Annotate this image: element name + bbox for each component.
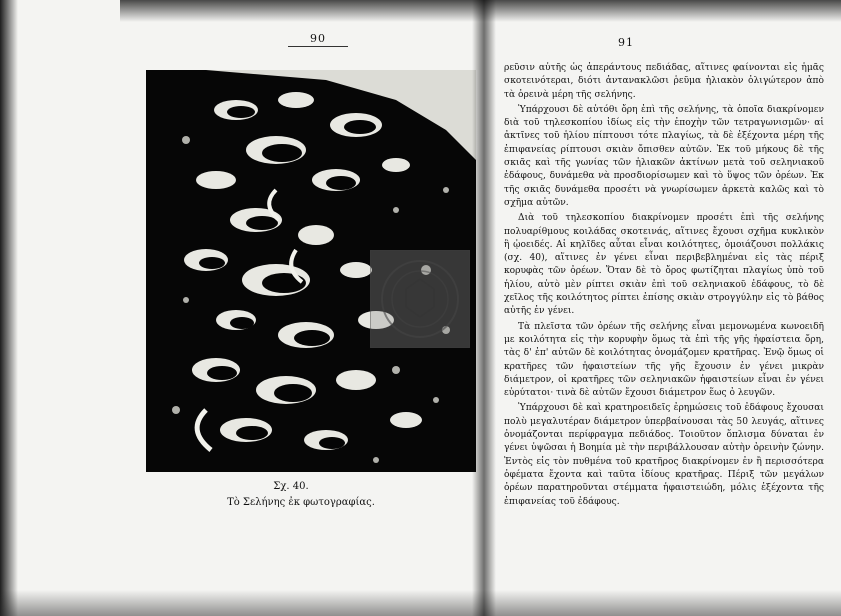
stamp-emblem-icon: [371, 251, 469, 347]
scan-edge-shadow-left: [0, 0, 18, 616]
paragraph: Ὑπάρχουσι δὲ καὶ κρατηροειδεῖς ἐρημώσεις τοῦ ἐδάφους ἔχουσαι πολὺ μεγαλυτέραν διάμετρον ὑπερβαίνουσαι τὰς 50 λευγάς, αἵτινες ὀνομάζονται περίφραγμα πεδιάδος. Τοιοῦτον ὅπλισμα δύναται ἐν γένει ὑψῶσαι ἡ Βοημία μὲ τὴν περιβάλλουσαν αὐτὴν ὀρεινὴν ζώνην. Ἐντὸς εἰς τὸν πυθμένα τοῦ κρατῆρος διακρίνομεν ἐν ἢ περισσότερα ὀφέματα ἔχοντα καὶ ταῦτα ἰδίους κρατῆρας. Πέριξ τῶν μεγάλων ὀρέων παρατηροῦνται στέμματα ἡφαιστειώδη, μόλις ἐξέχοντα τῆς ἐπιφανείας τοῦ ἐδάφους.: [504, 403, 824, 507]
paragraph: Ὑπάρχουσι δὲ αὐτόθι ὄρη ἐπὶ τῆς σελήνης, τὰ ὁποῖα διακρίνομεν διὰ τοῦ τηλεσκοπίου ἰδίως εἰς τὴν ἐποχὴν τῶν τετραγωνισμῶν· αἱ ἀκτῖνες τοῦ ἡλίου πίπτουσι τότε πλαγίως, τὰ δὲ ἐξέχοντα μέρη τῆς ἐπιφανείας ρίπτουσι σκιὰν ὄπισθεν αὐτῶν. Ἐκ τοῦ μήκους δὲ τῆς σκιᾶς καὶ τῆς γωνίας τῶν ἡλιακῶν ἀκτίνων μετὰ τοῦ σεληνιακοῦ ἐδάφους, δυνάμεθα νὰ προσδιορίσωμεν καὶ τὸ ὕψος τῶν ὀρέων. Ἐκ τῆς σκιᾶς δυνάμεθα προσέτι νὰ γνωρίσωμεν ἀρκετὰ καλῶς καὶ τὸ σχῆμα αὐτῶν.: [504, 104, 824, 208]
book-gutter: [472, 0, 496, 616]
page-number-right: 91: [618, 36, 634, 49]
figure-number: Σχ. 40.: [273, 481, 309, 492]
library-stamp: [370, 250, 470, 348]
page-number-rule: [288, 46, 348, 47]
paragraph: Τὰ πλεῖστα τῶν ὀρέων τῆς σελήνης εἶναι μεμονωμένα κωνοειδῆ με κοιλότητα εἰς τὴν κορυφὴν ὅμως τὰ ἐπὶ τῆς γῆς ἡφαίστεια ὄρη, τὰς δ' ἐπ' αὐτῶν δὲ κοιλότητας ὀνομάζομεν κρατῆρας. Ἐνῷ ὅμως οἱ κρατῆρες τῶν ἡφαιστείων τῆς γῆς ἔχουσιν ἐν γένει μικρὰν διάμετρον, οἱ κρατῆρες τῶν σεληνιακῶν ἡφαιστείων εἶναι ἐν γένει εὐρύτατοι· τινὰ δὲ αὐτῶν ἔχουσι διάμετρον ἕως ὀ λευγῶν.: [504, 321, 824, 399]
page-number-left: 90: [310, 32, 326, 45]
figure-caption: Τὸ Σελήνης ἐκ φωτογραφίας.: [227, 497, 375, 508]
paragraph: ρεῦσιν αὐτῆς ὡς ἀπεράντους πεδιάδας, αἵτινες φαίνονται εἰς ἡμᾶς σκοτεινότεραι, διότι ἀντανακλῶσι ῥεῦμα ἡλιακὸν ὀλιγώτερον ἀπὸ τὰ ὀρεινὰ μέρη τῆς σελήνης.: [504, 63, 824, 100]
body-text: [504, 62, 824, 511]
paragraph: Διὰ τοῦ τηλεσκοπίου διακρίνομεν προσέτι ἐπὶ τῆς σελήνης πολυαρίθμους κοιλάδας σκοτεινάς, αἵτινες ἔχουσι σχῆμα κυκλικὸν ἢ ᾠοειδές. Αἱ κηλῖδες αὗται εἶναι κοιλότητες, ὁμοιάζουσι πολλάκις (σχ. 40), αἵτινες ἐν γένει εἶναι περιβεβλημέναι εἰς τὰς πέριξ κορυφὰς τῶν ὀρέων. Ὅταν δὲ τὸ ὄρος φωτίζηται πλαγίως ὑπὸ τοῦ ἡλίου, αὐτὸ μὲν ρίπτει σκιὰν ἐπὶ τοῦ σεληνιακοῦ ἐδάφους, τὸ δὲ χεῖλος τῆς κοιλότητος ρίπτει ἐπίσης σκιὰν στρογγύλην εἰς τὸ βάθος αὐτῆς ἐν γένει.: [504, 213, 824, 317]
right-page: [496, 0, 841, 616]
